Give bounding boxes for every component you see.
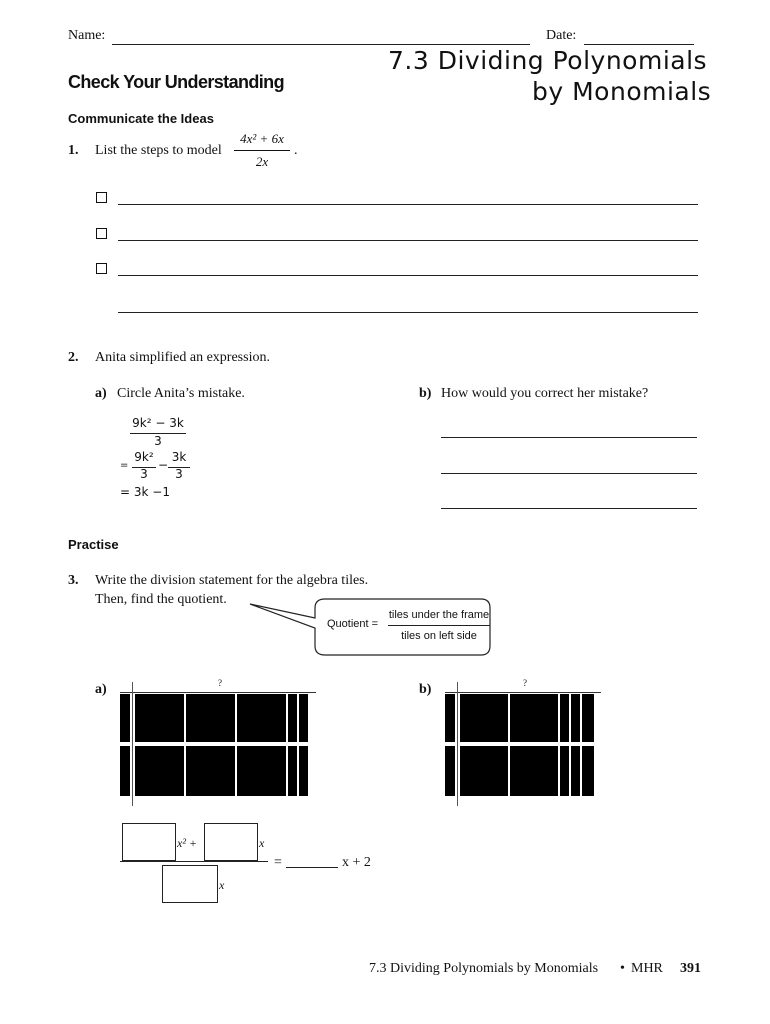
x-tile — [582, 694, 594, 742]
question-prompt-line1: Write the division statement for the algebra tiles. — [95, 573, 369, 588]
question-number: 2. — [68, 350, 79, 365]
frame-left — [132, 682, 133, 806]
part-b-text: How would you correct her mistake? — [441, 386, 649, 401]
x-tile — [120, 694, 130, 742]
step-checkbox[interactable] — [96, 228, 107, 239]
work-line3: = 3k −1 — [120, 485, 170, 499]
x-tile — [571, 694, 580, 742]
section-heading: Check Your Understanding — [68, 72, 284, 92]
work-line1-den: 3 — [154, 434, 162, 448]
x2-tile — [186, 746, 235, 796]
division-bar — [120, 861, 268, 862]
numerator-coefficient-box[interactable] — [122, 823, 176, 861]
fraction-denominator: 2x — [255, 154, 269, 169]
x-tile — [299, 746, 308, 796]
part-b-label: b) — [419, 386, 432, 401]
bubble-denominator: tiles on left side — [401, 630, 477, 642]
denominator-coefficient-box[interactable] — [162, 865, 218, 903]
frame-top — [120, 692, 316, 693]
frame-top — [445, 692, 601, 693]
x2-tile — [460, 694, 508, 742]
unknown-marker: ? — [523, 678, 527, 688]
bubble-fraction-bar — [388, 625, 490, 626]
footer-publisher: MHR — [631, 961, 663, 976]
work-line2-prefix: = — [120, 460, 129, 471]
x2-tile — [237, 746, 286, 796]
x-tile — [560, 694, 569, 742]
page-number: 391 — [680, 961, 701, 976]
unknown-marker: ? — [218, 678, 222, 688]
bubble-lhs: Quotient = — [327, 618, 379, 630]
period: . — [294, 143, 298, 158]
x2-tile — [135, 694, 184, 742]
x-tile — [288, 694, 297, 742]
answer-line[interactable] — [118, 275, 698, 276]
part-a-text: Circle Anita’s mistake. — [117, 386, 245, 401]
question-prompt: List the steps to model — [95, 143, 222, 158]
work-line2-a-den: 3 — [140, 467, 148, 481]
name-field[interactable] — [112, 44, 530, 45]
x2-tile — [135, 746, 184, 796]
answer-line[interactable] — [441, 508, 697, 509]
step-checkbox[interactable] — [96, 263, 107, 274]
answer-line[interactable] — [441, 473, 697, 474]
x-tile — [120, 746, 130, 796]
step-checkbox[interactable] — [96, 192, 107, 203]
part-b-label: b) — [419, 682, 432, 697]
answer-line[interactable] — [118, 204, 698, 205]
work-line1-num: 9k² − 3k — [132, 416, 184, 430]
x-tile — [445, 746, 455, 796]
x2-tile — [186, 694, 235, 742]
chapter-title-line1: 7.3 Dividing Polynomials — [388, 46, 708, 75]
numerator-coefficient-box[interactable] — [204, 823, 258, 861]
x-tile — [582, 746, 594, 796]
x-tile — [445, 694, 455, 742]
answer-line[interactable] — [118, 312, 698, 313]
x-tile — [299, 694, 308, 742]
x-tile — [288, 746, 297, 796]
x-tile — [571, 746, 580, 796]
work-line2-a-num: 9k² — [134, 450, 154, 464]
date-field[interactable] — [584, 44, 694, 45]
quotient-suffix: x + 2 — [342, 855, 371, 870]
footer-title: 7.3 Dividing Polynomials by Monomials — [369, 961, 599, 976]
name-label: Name: — [68, 28, 106, 43]
practise-heading: Practise — [68, 537, 119, 552]
x-term: x — [259, 836, 265, 850]
work-line2-b-den: 3 — [175, 467, 183, 481]
work-line2-b-num: 3k — [171, 450, 187, 464]
fraction-numerator: 4x² + 6x — [240, 131, 284, 146]
footer-bullet: • — [620, 961, 625, 976]
question-prompt: Anita simplified an expression. — [95, 350, 270, 365]
equals-sign: = — [274, 855, 282, 870]
subsection-heading: Communicate the Ideas — [68, 111, 214, 126]
x2-tile — [237, 694, 286, 742]
x2-tile — [510, 746, 558, 796]
x2-term: x² + — [177, 836, 198, 850]
question-prompt-line2: Then, find the quotient. — [95, 592, 227, 607]
bubble-numerator: tiles under the frame — [388, 609, 490, 621]
x2-tile — [510, 694, 558, 742]
quotient-answer-line[interactable] — [286, 867, 338, 868]
question-number: 1. — [68, 143, 79, 158]
question-number: 3. — [68, 573, 79, 588]
answer-line[interactable] — [441, 437, 697, 438]
date-label: Date: — [546, 28, 577, 43]
chapter-title-line2: by Monomials — [532, 77, 712, 106]
answer-line[interactable] — [118, 240, 698, 241]
fraction-bar — [234, 150, 290, 151]
part-a-label: a) — [95, 386, 107, 401]
x2-tile — [460, 746, 508, 796]
part-a-label: a) — [95, 682, 107, 697]
x-tile — [560, 746, 569, 796]
work-line2-minus: − — [158, 458, 169, 472]
frame-left — [457, 682, 458, 806]
denominator-variable: x — [219, 878, 225, 892]
